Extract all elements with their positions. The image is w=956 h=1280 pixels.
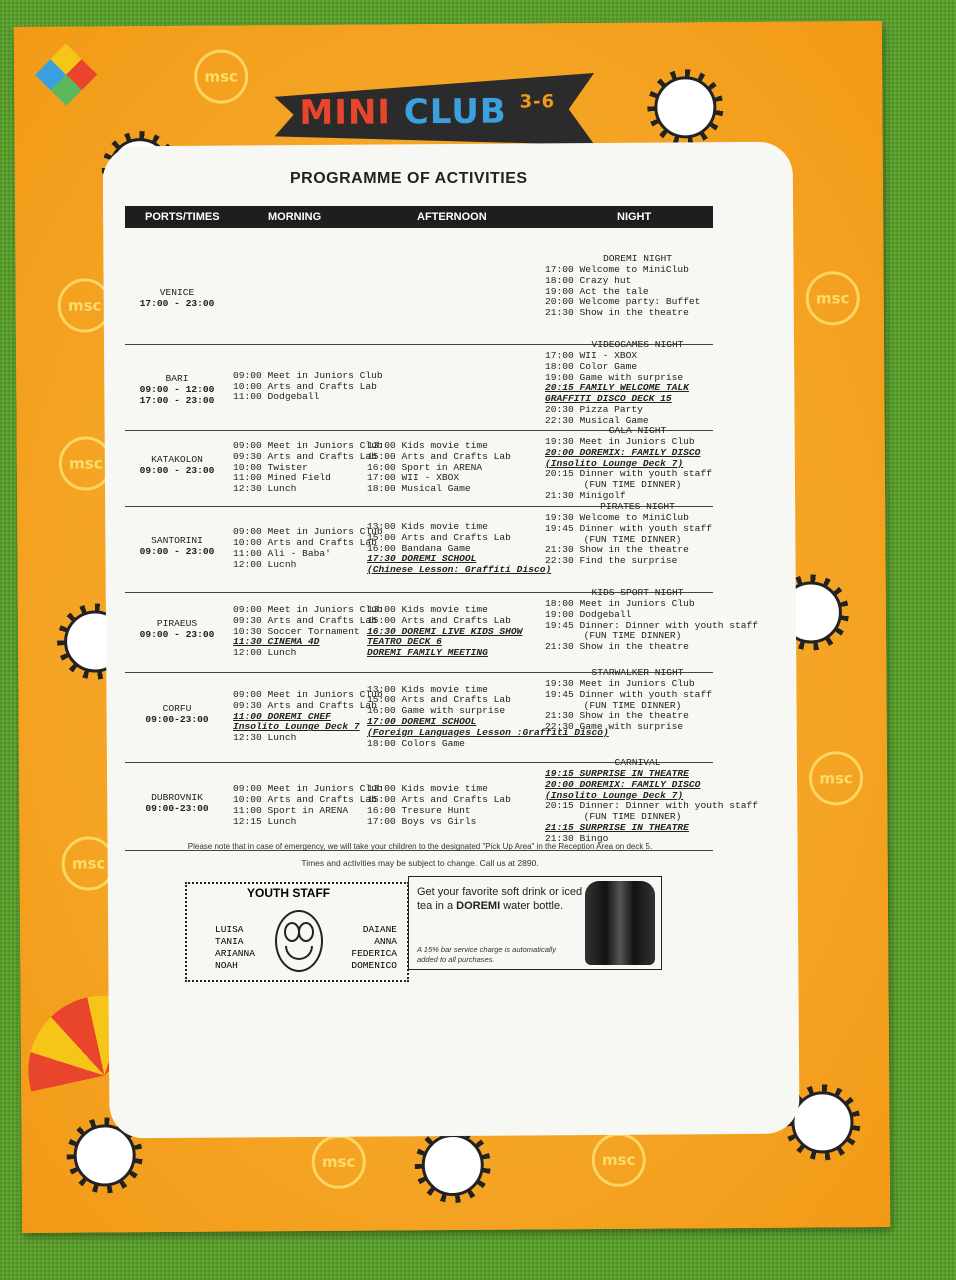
port-name: DUBROVNIK: [151, 792, 203, 803]
msc-sun-logo: msc: [809, 751, 863, 805]
activity-line: 19:00 Game with surprise: [545, 371, 684, 383]
activity-line: 17:00 DOREMI SCHOOL: [367, 715, 477, 727]
staff-name: DAIANE: [362, 924, 397, 935]
activity-line: 10:00 Arts and Crafts Lab: [233, 380, 377, 392]
activity-line: 15:00 Arts and Crafts Lab: [367, 450, 511, 462]
port-cell: [125, 535, 229, 557]
activity-line: 17:00 WII - XBOX: [367, 472, 460, 484]
table-header: [125, 206, 713, 228]
afternoon-cell: [367, 784, 511, 827]
schedule-row: [125, 253, 713, 345]
activity-line: 10:00 Arts and Crafts Lab: [233, 537, 377, 549]
activity-line: 12:30 Lunch: [233, 732, 297, 744]
activity-line: DOREMI FAMILY MEETING: [367, 647, 488, 659]
activity-line: 13:00 Kids movie time: [367, 440, 488, 451]
port-cell: [125, 792, 229, 814]
activity-line: (Insolito Lounge Deck 7): [545, 457, 684, 469]
activity-line: 21:30 Minigolf: [545, 489, 626, 501]
emergency-note: Please note that in case of emergency, we will take your children to the designated "Pick Up Area" in the Reception Area on deck 5.: [187, 842, 653, 851]
staff-name: ANNA: [374, 936, 397, 947]
port-name: VENICE: [159, 287, 195, 298]
sun-mascot-hiker-icon: [791, 1091, 853, 1153]
activity-line: 19:30 Meet in Juniors Club: [545, 436, 695, 447]
msc-sun-logo: msc: [58, 278, 112, 332]
night-cell: [545, 768, 759, 845]
port-name: CORFU: [162, 703, 192, 714]
activity-line: Insolito Lounge Deck 7: [233, 721, 360, 733]
port-time: 09:00 - 12:00: [139, 384, 215, 395]
activity-line: 17:00 Welcome to MiniClub: [545, 264, 689, 275]
activity-line: (FUN TIME DINNER): [583, 630, 682, 642]
staff-name: TANIA: [215, 936, 244, 947]
msc-sun-logo: msc: [312, 1135, 366, 1189]
msc-sun-logo: msc: [806, 271, 860, 325]
morning-cell: [233, 605, 383, 659]
activity-line: 09:30 Arts and Crafts Lab: [233, 699, 377, 711]
activity-line: 18:00 Crazy hut: [545, 274, 632, 286]
activity-line: GRAFFITI DISCO DECK 15: [545, 393, 672, 405]
night-cell: [545, 679, 720, 733]
port-cell: [125, 703, 229, 725]
drink-service-note: A 15% bar service charge is automatically added to all purchases.: [417, 945, 556, 964]
activity-line: 19:30 Meet in Juniors Club: [545, 678, 695, 689]
activity-line: 21:30 Show in the theatre: [545, 544, 689, 556]
activity-line: 18:00 Meet in Juniors Club: [545, 598, 695, 609]
activity-line: 11:30 CINEMA 4D: [233, 636, 320, 648]
morning-cell: [233, 441, 383, 495]
activity-line: 12:15 Lunch: [233, 815, 297, 827]
port-cell: [125, 373, 229, 406]
activity-line: 16:00 Sport in ARENA: [367, 461, 483, 473]
activity-line: 17:00 Boys vs Girls: [367, 815, 477, 827]
activity-line: 19:00 Act the tale: [545, 285, 649, 297]
activity-line: 12:00 Lunch: [233, 647, 297, 659]
port-time: 17:00 - 23:00: [139, 298, 215, 309]
activity-line: 17:00 WII - XBOX: [545, 350, 638, 361]
activity-line: 20:15 FAMILY WELCOME TALK: [545, 382, 689, 394]
activity-line: 20:00 DOREMIX: FAMILY DISCO: [545, 446, 701, 458]
activity-line: 09:00 Meet in Juniors Club: [233, 440, 383, 451]
night-cell: [545, 265, 700, 319]
night-cell: [545, 598, 759, 653]
night-title: CARNIVAL: [614, 757, 661, 768]
night-cell: [545, 351, 689, 427]
activity-line: 16:00 Game with surprise: [367, 705, 506, 717]
notes: [130, 838, 710, 872]
staff-name: FEDERICA: [351, 948, 397, 959]
staff-name: NOAH: [215, 960, 238, 971]
activity-line: 15:00 Arts and Crafts Lab: [367, 614, 511, 626]
activity-line: 10:30 Soccer Tornament: [233, 625, 360, 637]
port-cell: [125, 287, 229, 309]
schedule-row: [125, 587, 759, 673]
port-cell: [125, 454, 229, 476]
activity-line: 16:30 DOREMI LIVE KIDS SHOW: [367, 625, 523, 637]
activity-line: 09:00 Meet in Juniors Club: [233, 604, 383, 615]
activity-line: 18:00 Color Game: [545, 360, 638, 372]
activity-line: (Chinese Lesson: Graffiti Disco): [367, 564, 552, 576]
activity-line: 17:30 DOREMI SCHOOL: [367, 553, 477, 565]
drink-promo-box: [408, 876, 662, 970]
port-time: 09:00-23:00: [145, 714, 209, 725]
night-title: KIDS SPORT NIGHT: [591, 587, 684, 598]
activity-line: (FUN TIME DINNER): [583, 533, 682, 545]
activity-line: 11:00 Dodgeball: [233, 391, 320, 403]
activity-line: 15:00 Arts and Crafts Lab: [367, 694, 511, 706]
activity-line: 11:00 DOREMI CHEF: [233, 710, 331, 722]
activity-line: 19:30 Welcome to MiniClub: [545, 512, 689, 523]
night-title: GALA NIGHT: [608, 425, 667, 436]
activity-line: 19:00 Dodgeball: [545, 608, 632, 620]
night-title: STARWALKER NIGHT: [591, 667, 684, 678]
port-name: SANTORINI: [151, 535, 203, 546]
activity-line: 09:00 Meet in Juniors Club: [233, 526, 383, 538]
kite-icon: [35, 44, 97, 106]
activity-line: 21:30 Show in the theatre: [545, 710, 689, 722]
schedule-row: [125, 339, 713, 431]
activity-line: (FUN TIME DINNER): [583, 811, 682, 823]
activity-line: (Foreign Languages Lesson :Graffiti Disco): [367, 726, 609, 738]
morning-cell: [233, 784, 383, 827]
mini-club-logo: MINI CLUB $^{3-6}$: [299, 91, 556, 134]
port-time: 17:00 - 23:00: [139, 395, 215, 406]
port-time: 09:00 - 23:00: [139, 465, 215, 476]
port-time: 09:00-23:00: [145, 803, 209, 814]
port-name: PIRAEUS: [156, 618, 198, 629]
header-night: NIGHT: [617, 211, 652, 223]
activity-line: 18:00 Musical Game: [367, 483, 471, 495]
port-name: KATAKOLON: [151, 454, 203, 465]
activity-line: 09:30 Arts and Crafts Lab: [233, 614, 377, 626]
msc-sun-logo: msc: [194, 49, 248, 103]
activity-line: 22:30 Game with surprise: [545, 721, 684, 733]
sun-mascot-painter-icon: [422, 1134, 484, 1196]
drink-promo-text: Get your favorite soft drink or iced tea in a DOREMI water bottle.: [417, 886, 583, 912]
activity-line: 11:00 Ali - Baba': [233, 547, 331, 559]
staff-title: YOUTH STAFF: [247, 886, 331, 900]
youth-staff-box: [185, 882, 409, 982]
activity-line: (Insolito Lounge Deck 7): [545, 789, 684, 801]
activity-line: 13:00 Kids movie time: [367, 604, 488, 615]
night-title: DOREMI NIGHT: [602, 253, 673, 264]
afternoon-cell: [367, 441, 511, 495]
header-morning: MORNING: [268, 211, 322, 223]
activity-line: 10:00 Arts and Crafts Lab: [233, 794, 377, 806]
night-cell: [545, 513, 720, 567]
activity-line: 13:00 Kids movie time: [367, 683, 488, 695]
activity-line: 19:45 Dinner: Dinner with youth staff: [545, 619, 759, 631]
schedule-row: [125, 425, 713, 507]
port-time: 09:00 - 23:00: [139, 546, 215, 557]
activity-line: 19:15 SURPRISE IN THEATRE: [545, 768, 689, 779]
activity-line: 18:00 Colors Game: [367, 737, 465, 749]
msc-sun-logo: msc: [61, 836, 115, 890]
activity-line: 20:15 Dinner with youth staff: [545, 468, 712, 480]
staff-name: DOMENICO: [351, 960, 397, 971]
activity-line: 09:00 Meet in Juniors Club: [233, 689, 383, 700]
activity-line: 11:00 Mined Field: [233, 472, 331, 484]
night-title: PIRATES NIGHT: [600, 501, 675, 512]
page-title: PROGRAMME OF ACTIVITIES: [290, 170, 528, 187]
activity-line: 15:00 Arts and Crafts Lab: [367, 531, 511, 543]
morning-cell: [233, 371, 383, 403]
afternoon-cell: [367, 605, 522, 659]
activity-line: 15:00 Arts and Crafts Lab: [367, 794, 511, 806]
activity-line: 09:00 Meet in Juniors Club: [233, 369, 383, 381]
schedule-row: [125, 501, 713, 593]
port-cell: [125, 618, 229, 640]
staff-name: ARIANNA: [215, 948, 255, 959]
activity-line: 21:30 Bingo: [545, 832, 609, 844]
activity-line: 10:00 Twister: [233, 461, 308, 473]
activity-line: 12:30 Lunch: [233, 483, 297, 495]
night-cell: [545, 437, 720, 502]
header-ports: PORTS/TIMES: [145, 211, 220, 223]
activity-line: 13:00 Kids movie time: [367, 521, 488, 532]
header-afternoon: AFTERNOON: [417, 211, 487, 223]
activity-line: 21:30 Show in the theatre: [545, 641, 689, 653]
activity-line: 20:15 Dinner: Dinner with youth staff: [545, 800, 759, 812]
activity-line: 21:30 Show in the theatre: [545, 307, 689, 319]
activity-line: 16:00 Tresure Hunt: [367, 804, 471, 816]
activity-line: 09:00 Meet in Juniors Club: [233, 783, 383, 795]
activity-line: 16:00 Bandana Game: [367, 542, 471, 554]
activity-line: 19:45 Dinner with youth staff: [545, 522, 712, 534]
activity-line: 09:30 Arts and Crafts Lab: [233, 450, 377, 462]
night-title: VIDEOGAMES NIGHT: [591, 339, 684, 350]
morning-cell: [233, 527, 383, 570]
msc-sun-logo: msc: [59, 436, 113, 490]
activity-line: (FUN TIME DINNER): [583, 699, 682, 711]
activity-line: (FUN TIME DINNER): [583, 479, 682, 491]
activity-line: TEATRO DECK 6: [367, 636, 442, 648]
activity-line: 20:00 DOREMIX: FAMILY DISCO: [545, 778, 701, 790]
activity-line: 20:30 Pizza Party: [545, 403, 643, 415]
afternoon-cell: [367, 522, 551, 576]
activity-line: 21:15 SURPRISE IN THEATRE: [545, 821, 689, 833]
sun-mascot-explorer-icon: [654, 76, 716, 138]
activity-line: 19:45 Dinner with youth staff: [545, 688, 712, 700]
msc-sun-logo: msc: [592, 1133, 646, 1187]
staff-name: LUISA: [215, 924, 244, 935]
activity-line: 20:00 Welcome party: Buffet: [545, 296, 701, 308]
doremi-bottles-icon: [585, 881, 655, 965]
activity-line: 22:30 Musical Game: [545, 414, 649, 426]
change-note: Times and activities may be subject to change. Call us at 2890.: [301, 858, 539, 868]
morning-cell: [233, 690, 383, 744]
smiley-face-icon: [275, 910, 323, 972]
port-time: 09:00 - 23:00: [139, 629, 215, 640]
activity-line: 22:30 Find the surprise: [545, 555, 678, 567]
schedule-row: [125, 667, 713, 763]
activity-line: 11:00 Sport in ARENA: [233, 804, 349, 816]
activity-line: 13:00 Kids movie time: [367, 783, 488, 795]
port-name: BARI: [165, 373, 189, 384]
activity-line: 12:00 Lucnh: [233, 558, 297, 570]
